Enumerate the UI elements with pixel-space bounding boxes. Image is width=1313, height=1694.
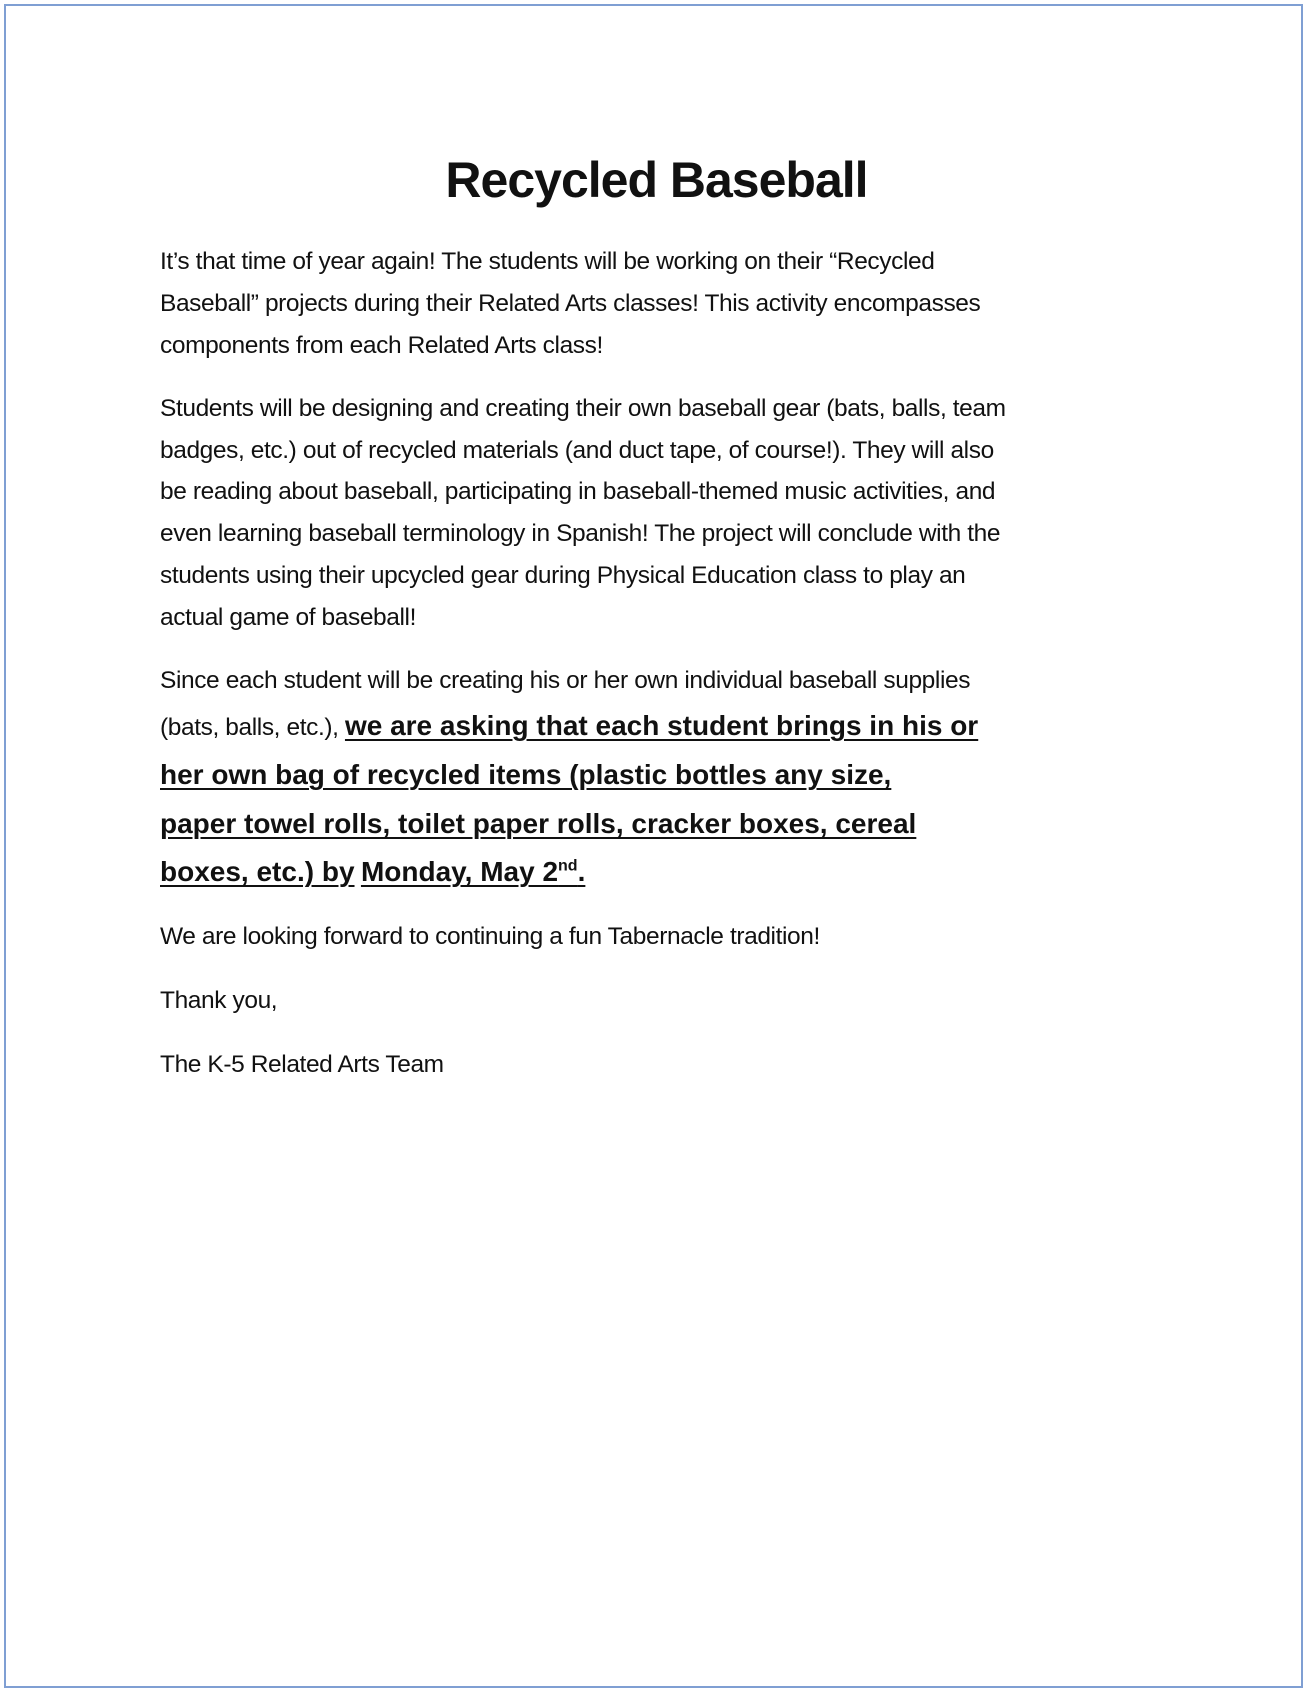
text-line <box>160 851 585 895</box>
text-line: even learning baseball terminology in Spanish! The project will conclude with the <box>160 520 1001 547</box>
text-plain: (bats, balls, etc.), <box>160 714 345 741</box>
paragraph-closing-note: We are looking forward to continuing a fun Tabernacle tradition! <box>160 923 820 950</box>
closing: Thank you, <box>160 987 278 1014</box>
emphasis-request: boxes, etc.) by <box>160 856 355 887</box>
text-line: Baseball” projects during their Related Arts classes! This activity encompasses <box>160 290 981 317</box>
text-line: components from each Related Arts class! <box>160 332 603 359</box>
text-line <box>160 754 891 798</box>
emphasis-request: her own bag of recycled items (plastic bottles any size, <box>160 759 892 790</box>
emphasis-request: paper towel rolls, toilet paper rolls, cracker boxes, cereal <box>160 808 917 839</box>
text-line <box>160 803 916 847</box>
ordinal-suffix: nd <box>558 857 578 875</box>
text-line: It’s that time of year again! The students will be working on their “Recycled <box>160 248 935 275</box>
text-line: students using their upcycled gear during Physical Education class to play an <box>160 562 966 589</box>
period: . <box>577 856 586 887</box>
text-line: be reading about baseball, participating in baseball-themed music activities, and <box>160 478 996 505</box>
text-line <box>160 705 978 749</box>
due-date-text: Monday, May 2 <box>360 856 559 887</box>
signature: The K-5 Related Arts Team <box>160 1051 444 1078</box>
due-date <box>361 856 585 887</box>
text-line: Since each student will be creating his or her own individual baseball supplies <box>160 667 971 694</box>
text-line: actual game of baseball! <box>160 604 416 631</box>
text-line: Students will be designing and creating their own baseball gear (bats, balls, team <box>160 395 1006 422</box>
document-title: Recycled Baseball <box>445 152 868 208</box>
emphasis-request: we are asking that each student brings in his or <box>344 710 979 741</box>
text-line: badges, etc.) out of recycled materials (and duct tape, of course!). They will also <box>160 437 994 464</box>
